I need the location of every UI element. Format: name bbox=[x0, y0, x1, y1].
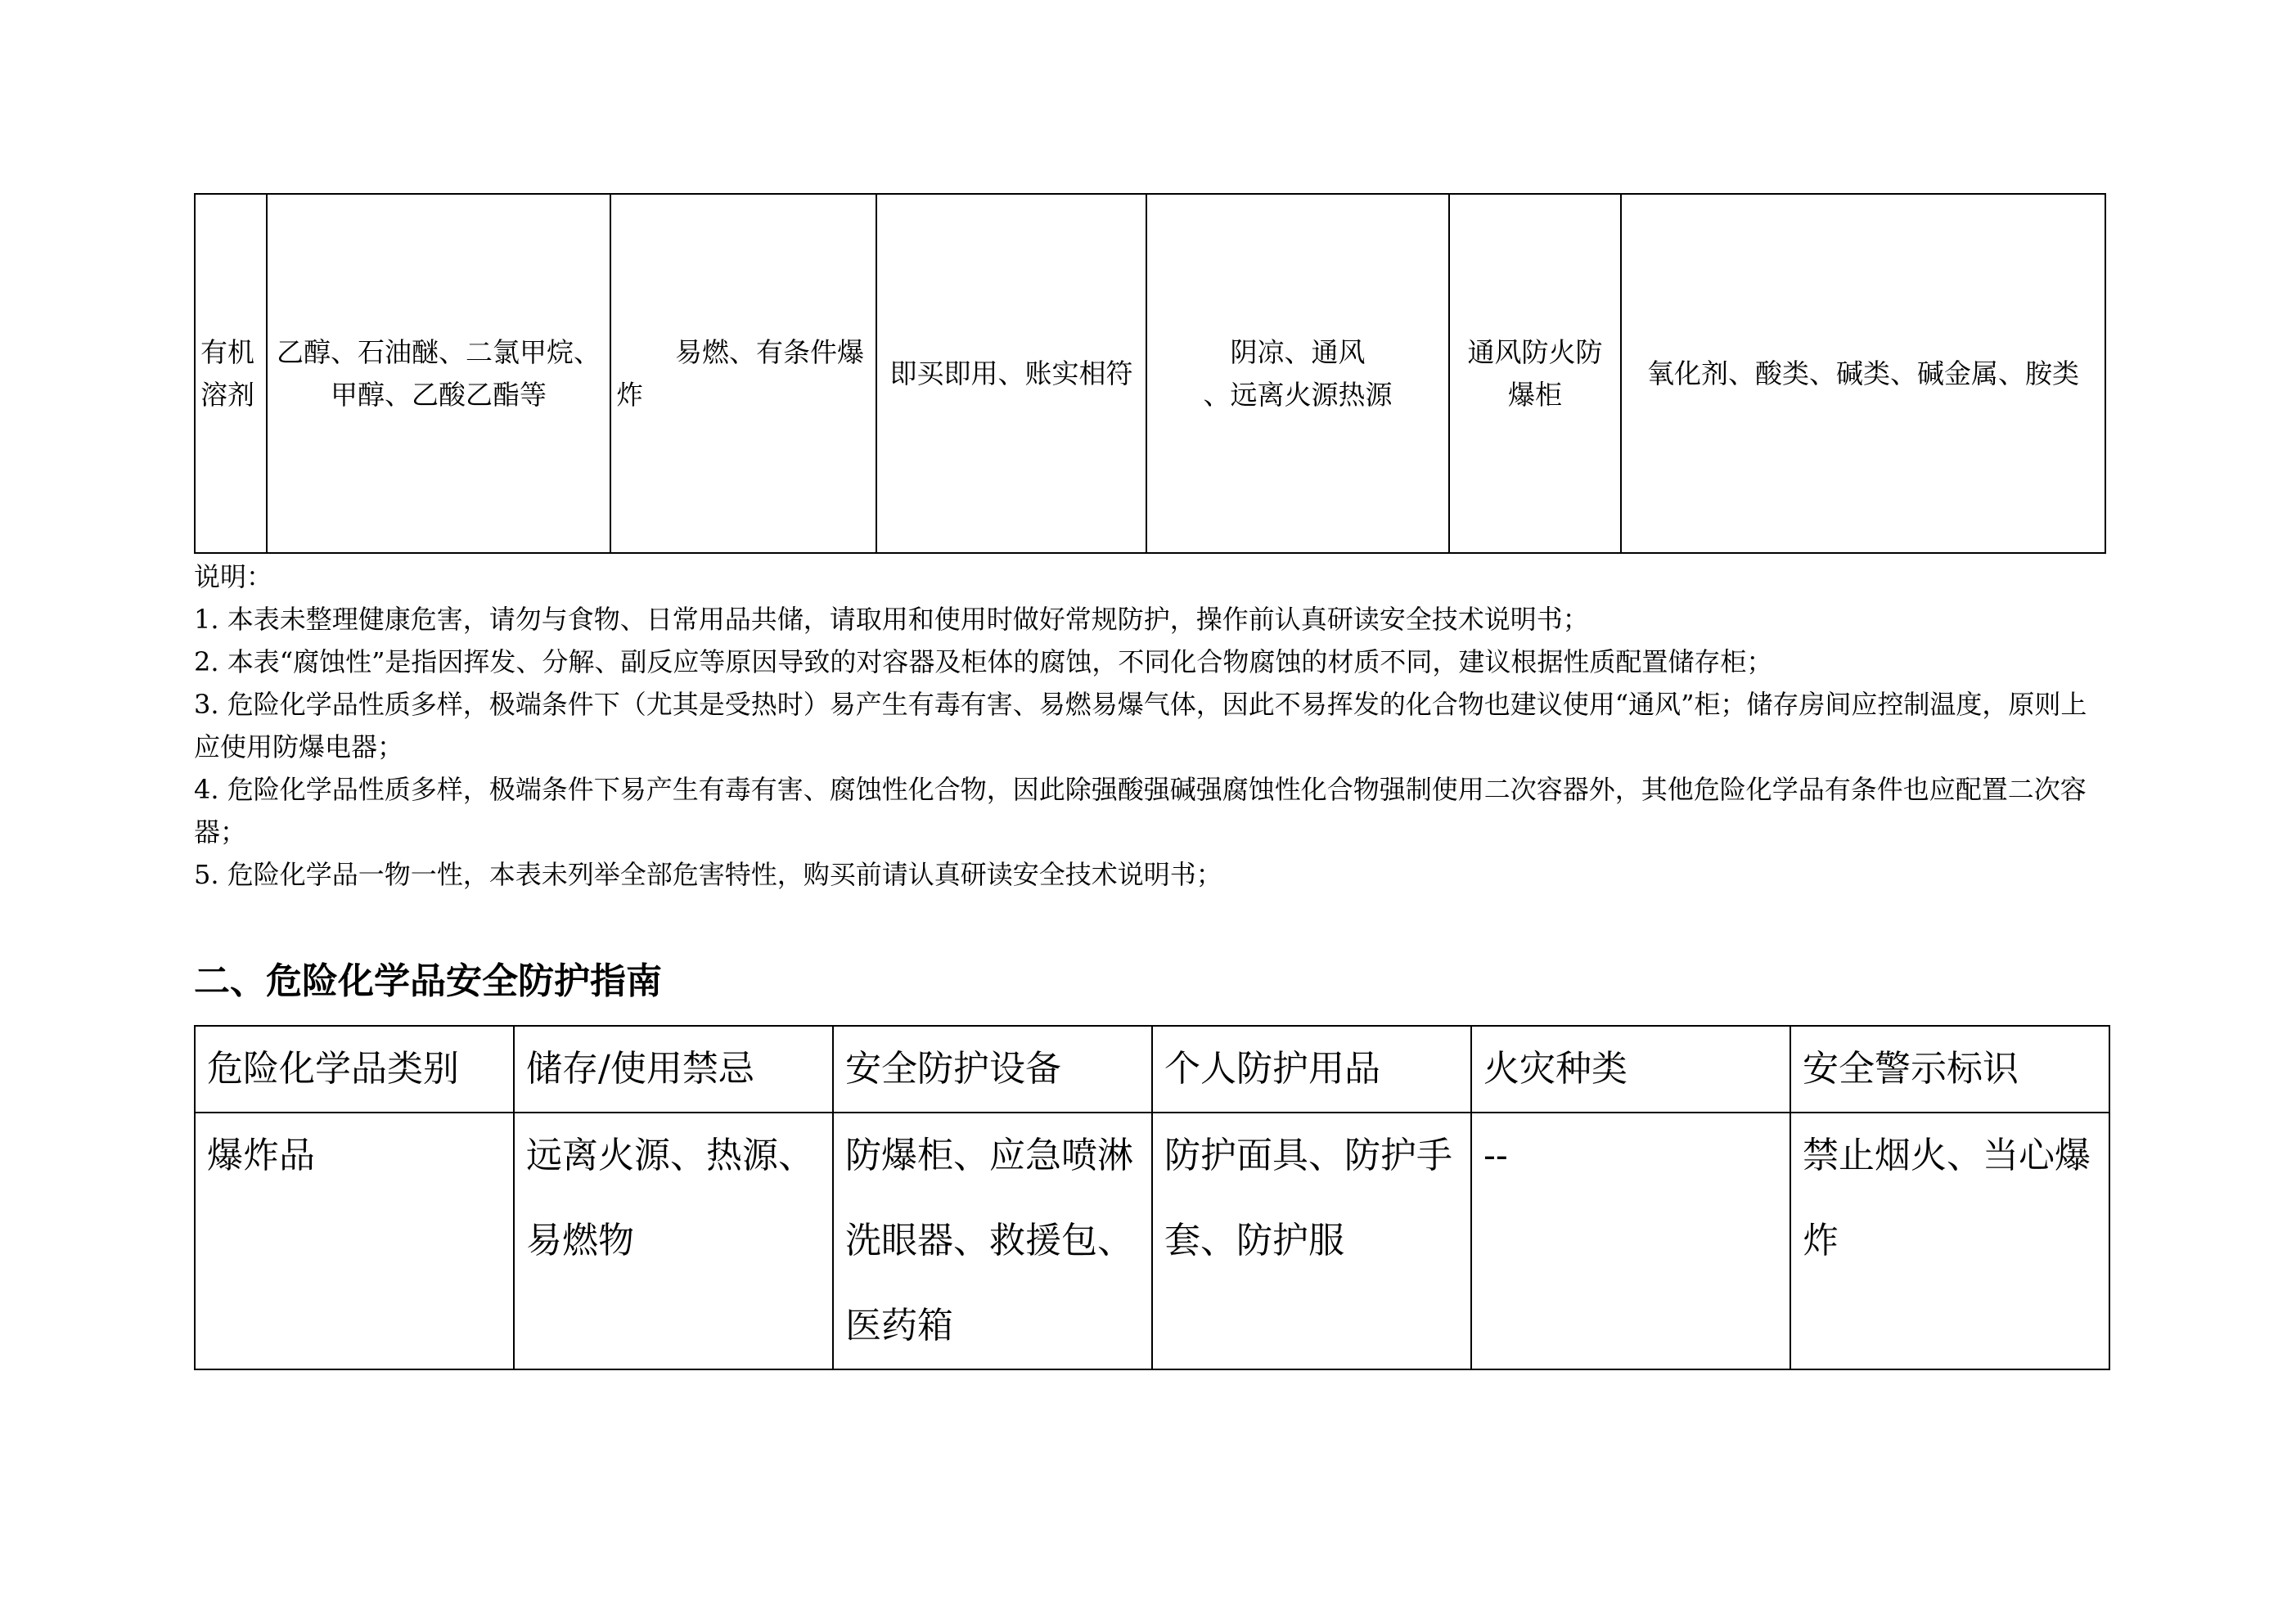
cell-incompatible: 氧化剂、酸类、碱类、碱金属、胺类 bbox=[1621, 194, 2105, 553]
header-cell-equipment: 安全防护设备 bbox=[833, 1026, 1152, 1113]
header-cell-fire-type: 火灾种类 bbox=[1471, 1026, 1790, 1113]
cell-purchase: 即买即用、账实相符 bbox=[876, 194, 1146, 553]
notes-title: 说明： bbox=[194, 561, 273, 592]
cell-hazard bbox=[610, 194, 876, 553]
note-item: 3. 危险化学品性质多样，极端条件下（尤其是受热时）易产生有毒有害、易燃易爆气体，因此不易挥发的化合物也建议使用“通风”柜；储存房间应控制温度，原则上应使用防爆电器； bbox=[194, 689, 2087, 762]
cell-examples: 乙醇、石油醚、二氯甲烷、甲醇、乙酸乙酯等 bbox=[267, 194, 610, 553]
note-item: 1. 本表未整理健康危害，请勿与食物、日常用品共储，请取用和使用时做好常规防护，操作前认真研读安全技术说明书； bbox=[194, 604, 1589, 635]
hazard-text: 易燃、有条件爆炸 bbox=[616, 335, 864, 411]
protection-guide-table bbox=[194, 1025, 2110, 1370]
cell-fire-type: -- bbox=[1471, 1113, 1790, 1369]
cell-category: 爆炸品 bbox=[195, 1113, 514, 1369]
cell-equipment: 防爆柜、应急喷淋洗眼器、救援包、医药箱 bbox=[833, 1113, 1152, 1369]
storage-line-1: 阴凉、通风 bbox=[1230, 335, 1366, 368]
header-cell-taboo: 储存/使用禁忌 bbox=[514, 1026, 833, 1113]
note-item: 5. 危险化学品一物一性，本表未列举全部危害特性，购买前请认真研读安全技术说明书； bbox=[194, 859, 1222, 890]
storage-table bbox=[194, 193, 2106, 554]
table-header-row bbox=[195, 1026, 2109, 1113]
cell-ppe: 防护面具、防护手套、防护服 bbox=[1152, 1113, 1471, 1369]
header-cell-signs: 安全警示标识 bbox=[1790, 1026, 2109, 1113]
cell-category: 有机溶剂 bbox=[195, 194, 267, 553]
header-cell-ppe: 个人防护用品 bbox=[1152, 1026, 1471, 1113]
note-item: 2. 本表“腐蚀性”是指因挥发、分解、副反应等原因导致的对容器及柜体的腐蚀，不同化合物腐蚀的材质不同，建议根据性质配置储存柜； bbox=[194, 646, 1773, 677]
header-cell-category: 危险化学品类别 bbox=[195, 1026, 514, 1113]
cell-storage bbox=[1146, 194, 1449, 553]
notes-section bbox=[194, 555, 2105, 896]
table-row bbox=[195, 1113, 2109, 1369]
cell-cabinet: 通风防火防爆柜 bbox=[1449, 194, 1621, 553]
storage-line-2: 、远离火源热源 bbox=[1203, 378, 1393, 411]
table-row bbox=[195, 194, 2105, 553]
section-heading: 二、危险化学品安全防护指南 bbox=[194, 960, 662, 1002]
note-item: 4. 危险化学品性质多样，极端条件下易产生有毒有害、腐蚀性化合物，因此除强酸强碱强腐蚀性化合物强制使用二次容器外，其他危险化学品有条件也应配置二次容器； bbox=[194, 774, 2087, 847]
cell-signs: 禁止烟火、当心爆炸 bbox=[1790, 1113, 2109, 1369]
cell-taboo: 远离火源、热源、易燃物 bbox=[514, 1113, 833, 1369]
